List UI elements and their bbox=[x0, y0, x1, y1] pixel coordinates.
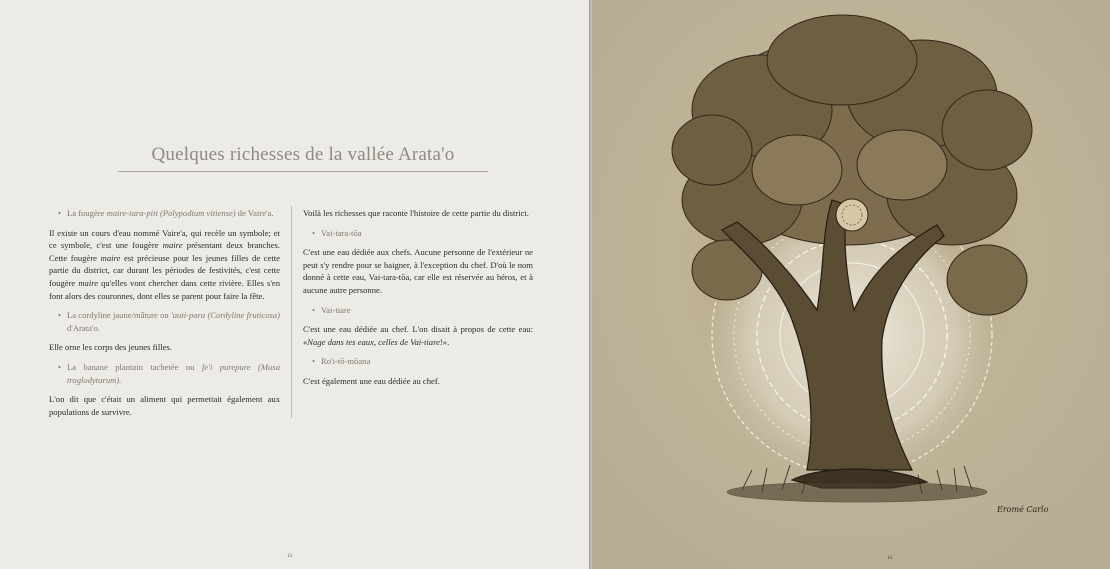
paragraph: C'est une eau dédiée aux chefs. Aucune personne de l'extérieur ne peut s'y rendre pour se baigner, à l'exception du chef. D'où le nom donné à cette eau, Vai-tara-tōa, car elle est réservée au héros, et à aucune autre personne. bbox=[303, 247, 533, 295]
list-item: • La fougère maire-tara-piti (Polypodium vitiense) de Vaire'a. bbox=[58, 208, 274, 218]
right-page bbox=[592, 0, 1110, 569]
paragraph: Il existe un cours d'eau nommé Vaire'a, qui recèle un symbole; et ce symbole, c'est une fougère maire présentant deux branches. Cette fougère maire est précieuse pour les jeunes filles de cette partie du district, car durant les périodes de festivités, c'est cette fougère maire qu'elles vont chercher dans cette rivière. Elles s'en font alors des couronnes, dont elles se parent pour faire la fête. bbox=[49, 227, 281, 301]
list-item: • La banane plantain tachetée ou fe'i purepure (Musa troglodytarum). bbox=[58, 361, 280, 385]
text-column-left bbox=[49, 207, 280, 425]
list-item: • Vai-tara-tōa bbox=[312, 227, 362, 238]
paragraph: Voilà les richesses que raconte l'histoire de cette partie du district. bbox=[303, 208, 529, 218]
page-title: Quelques richesses de la vallée Arata'o bbox=[151, 144, 455, 165]
paragraph: L'on dit que c'était un aliment qui permettait également aux populations de survivre. bbox=[49, 394, 280, 417]
paragraph: C'est également une eau dédiée au chef. bbox=[303, 375, 440, 386]
list-item: • Ro'i-tō-mōana bbox=[312, 356, 371, 367]
title-underline bbox=[118, 171, 488, 172]
text-column-right bbox=[303, 207, 533, 395]
paragraph: C'est une eau dédiée au chef. L'on disait à propos de cette eau: «Nage dans tes eaux, celles de Vai-tiare!». bbox=[303, 324, 533, 347]
column-divider bbox=[291, 206, 292, 418]
breadfruit-tree-illustration bbox=[592, 0, 1110, 569]
page-number: 13 bbox=[287, 554, 292, 559]
artist-signature: Eromé Carlo bbox=[997, 505, 1049, 514]
list-item: • Vai-tiare bbox=[312, 304, 351, 315]
paragraph: Elle orne les corps des jeunes filles. bbox=[49, 342, 172, 353]
list-item: • La cordyline jaune/mâture ou 'auti-para (Cordyline fruticosa) d'Arata'o. bbox=[58, 310, 281, 333]
breadfruit bbox=[836, 199, 868, 231]
page-number: 14 bbox=[887, 556, 892, 561]
